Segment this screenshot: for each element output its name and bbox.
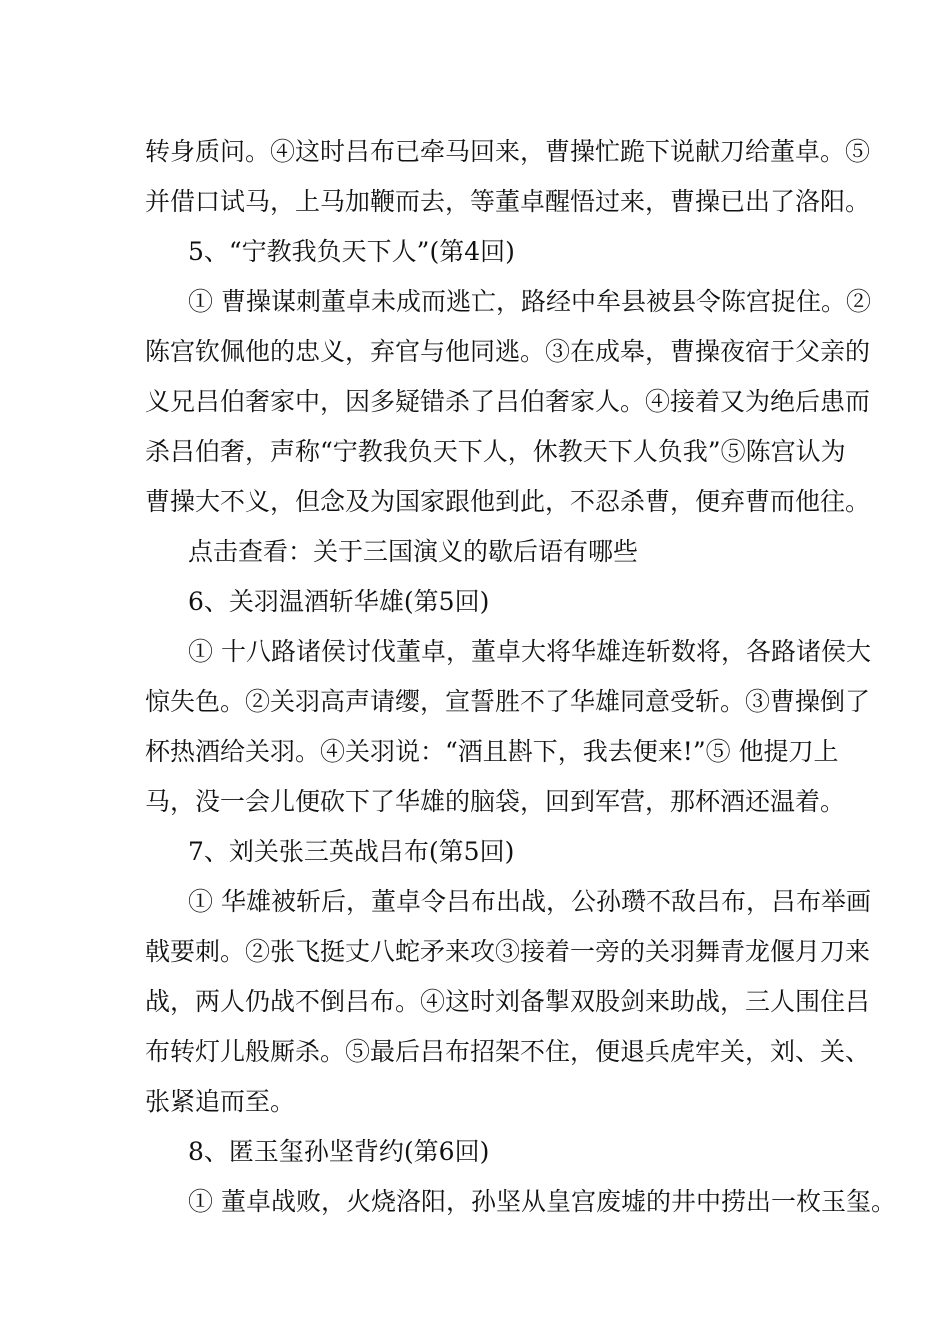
text-line: 曹操大不义，但念及为国家跟他到此，不忍杀曹，便弃曹而他往。 — [145, 487, 871, 516]
related-link[interactable]: 点击查看：关于三国演义的歇后语有哪些 — [188, 537, 639, 566]
text-line: 并借口试马，上马加鞭而去，等董卓醒悟过来，曹操已出了洛阳。 — [145, 187, 871, 216]
text-line: 转身质问。④这时吕布已牵马回来，曹操忙跪下说献刀给董卓。⑤ — [145, 137, 871, 166]
text-line: 杀吕伯奢，声称“宁教我负天下人，休教天下人负我”⑤陈宫认为 — [145, 437, 846, 466]
text-line: 张紧追而至。 — [145, 1087, 296, 1116]
text-line: ① 董卓战败，火烧洛阳，孙坚从皇宫废墟的井中捞出一枚玉玺。 — [188, 1187, 896, 1216]
text-line: ① 华雄被斩后，董卓令吕布出战，公孙瓒不敌吕布，吕布举画 — [188, 887, 871, 916]
text-line: 杯热酒给关羽。④关羽说：“酒且斟下，我去便来!”⑤ 他提刀上 — [145, 737, 839, 766]
text-line: 陈宫钦佩他的忠义，弃官与他同逃。③在成皋，曹操夜宿于父亲的 — [145, 337, 871, 366]
section-heading-5: 5、“宁教我负天下人”(第4回) — [188, 237, 515, 266]
section-heading-6: 6、关羽温酒斩华雄(第5回) — [188, 587, 490, 616]
section-heading-7: 7、刘关张三英战吕布(第5回) — [188, 837, 515, 866]
text-line: 马，没一会儿便砍下了华雄的脑袋，回到军营，那杯酒还温着。 — [145, 787, 846, 816]
text-line: ① 曹操谋刺董卓未成而逃亡，路经中牟县被县令陈宫捉住。② — [188, 287, 871, 316]
text-line: ① 十八路诸侯讨伐董卓，董卓大将华雄连斩数将，各路诸侯大 — [188, 637, 871, 666]
text-line: 布转灯儿般厮杀。⑤最后吕布招架不住，便退兵虎牢关，刘、关、 — [145, 1037, 871, 1066]
section-heading-8: 8、匿玉玺孙坚背约(第6回) — [188, 1137, 490, 1166]
text-line: 惊失色。②关羽高声请缨，宣誓胜不了华雄同意受斩。③曹操倒了 — [145, 687, 871, 716]
text-line: 战，两人仍战不倒吕布。④这时刘备掣双股剑来助战，三人围住吕 — [145, 987, 871, 1016]
text-line: 戟要刺。②张飞挺丈八蛇矛来攻③接着一旁的关羽舞青龙偃月刀来 — [145, 937, 871, 966]
text-line: 义兄吕伯奢家中，因多疑错杀了吕伯奢家人。④接着又为绝后患而 — [145, 387, 871, 416]
